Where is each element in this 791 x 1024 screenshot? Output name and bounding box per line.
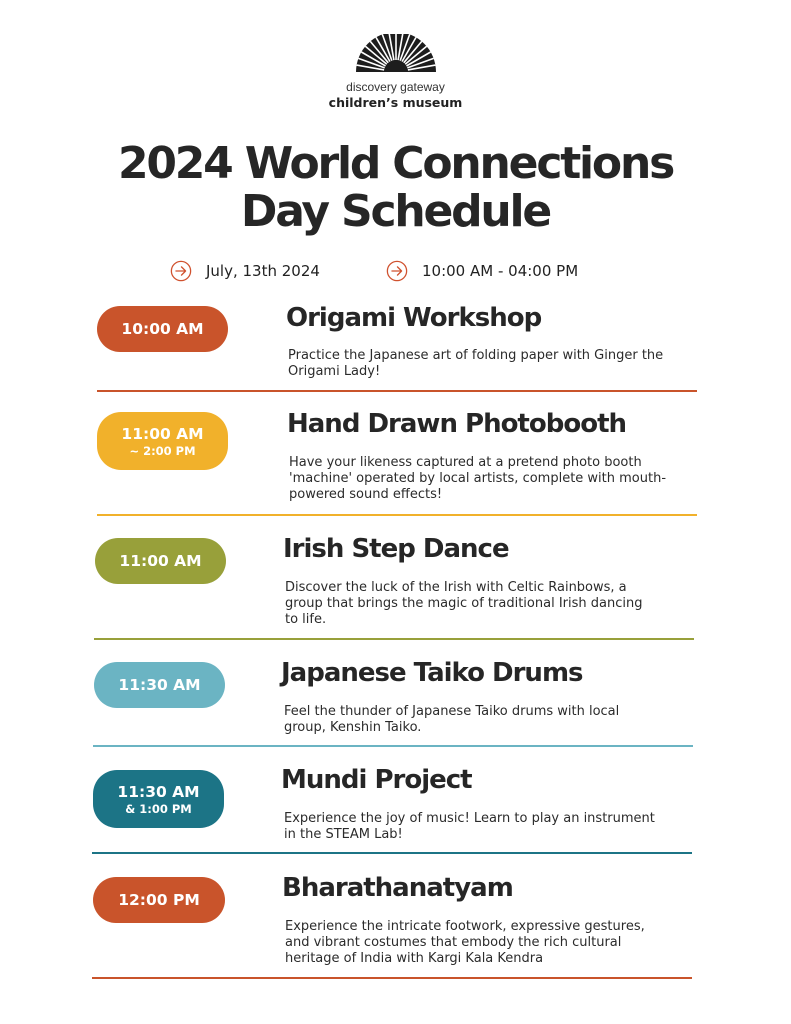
event-title: Mundi Project (281, 765, 472, 795)
hours-text: 10:00 AM - 04:00 PM (422, 262, 579, 280)
event-description (289, 455, 709, 503)
time-label: 11:30 AM (118, 676, 201, 694)
description-line: Experience the intricate footwork, expressive gestures, (285, 919, 645, 934)
divider (94, 638, 694, 640)
museum-logo (0, 34, 791, 110)
date-text: July, 13th 2024 (206, 262, 320, 280)
event-description (288, 348, 708, 380)
description-line: Practice the Japanese art of folding paper with Ginger the (288, 348, 664, 363)
event-hours (386, 258, 578, 284)
logo-line-1: discovery gateway (346, 80, 445, 94)
description-line: Experience the joy of music! Learn to play an instrument (284, 811, 655, 826)
time-pill (97, 306, 228, 352)
event-title: Japanese Taiko Drums (281, 658, 583, 688)
arrow-circle-icon (386, 260, 408, 282)
description-line: powered sound effects! (289, 487, 443, 502)
event-title: Bharathanatyam (282, 873, 513, 903)
description-line: Feel the thunder of Japanese Taiko drums with local (284, 704, 620, 719)
title-line-1: 2024 World Connections (117, 138, 674, 189)
event-date (170, 258, 320, 284)
event-title: Origami Workshop (286, 303, 542, 333)
description-line: group, Kenshin Taiko. (284, 720, 422, 735)
divider (97, 390, 697, 392)
event-description (284, 704, 704, 736)
time-label: 11:00 AM (119, 552, 202, 570)
time-pill (97, 412, 228, 470)
divider (92, 977, 692, 979)
event-description (284, 811, 704, 843)
time-sub-label: & 1:00 PM (125, 802, 192, 816)
divider (93, 745, 693, 747)
divider (92, 852, 692, 854)
time-label: 12:00 PM (118, 891, 200, 909)
time-label: 11:00 AM (121, 425, 204, 443)
description-line: in the STEAM Lab! (284, 827, 403, 842)
time-label: 11:30 AM (117, 783, 200, 801)
description-line: heritage of India with Kargi Kala Kendra (285, 951, 544, 966)
divider (97, 514, 697, 516)
description-line: group that brings the magic of traditional Irish dancing (285, 596, 643, 611)
description-line: 'machine' operated by local artists, complete with mouth- (289, 471, 667, 486)
time-pill (93, 877, 225, 923)
description-line: and vibrant costumes that embody the rich cultural (285, 935, 622, 950)
arrow-circle-icon (170, 260, 192, 282)
time-sub-label: ~ 2:00 PM (129, 444, 196, 458)
time-pill (93, 770, 224, 828)
description-line: to life. (285, 612, 327, 627)
event-title: Hand Drawn Photobooth (287, 409, 627, 439)
event-title: Irish Step Dance (283, 534, 509, 564)
page-title (0, 140, 791, 236)
time-label: 10:00 AM (121, 320, 204, 338)
description-line: Origami Lady! (288, 364, 381, 379)
title-line-2: Day Schedule (240, 186, 551, 237)
time-pill (95, 538, 226, 584)
logo-line-2: children’s museum (328, 95, 463, 110)
description-line: Have your likeness captured at a pretend photo booth (289, 455, 642, 470)
event-description (285, 580, 705, 628)
time-pill (94, 662, 225, 708)
description-line: Discover the luck of the Irish with Celtic Rainbows, a (285, 580, 627, 595)
event-description (285, 919, 705, 967)
sunburst-icon (354, 34, 438, 74)
